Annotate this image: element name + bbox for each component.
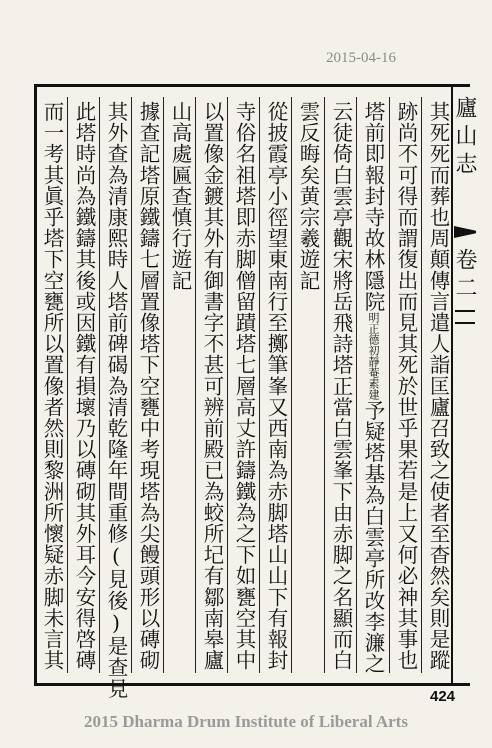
volume-label: 卷二 — [452, 248, 477, 304]
column-rule — [67, 97, 68, 673]
text-column-12: 此塔時尚為鐵鑄其後或因鐵有損壞乃以磚砌其外耳今安得啓磚 — [72, 101, 96, 671]
column-rule — [389, 97, 390, 673]
text-column-4: 云徒倚白雲亭觀宋將岳飛詩塔正當白雲峯下由赤脚之名顯而白 — [329, 101, 353, 671]
watermark-footer: 2015 Dharma Drum Institute of Liberal Arts — [84, 712, 408, 731]
page-number: 424 — [430, 688, 456, 705]
scan-date-stamp: 2015-04-16 — [326, 50, 396, 66]
column-rule — [163, 97, 164, 673]
text-column-3-main: 塔前即報封寺故林隱院 — [361, 101, 385, 312]
column-rule — [131, 97, 132, 673]
column-rule — [324, 97, 325, 673]
text-column-1: 其死死而葬也周顛傳言遣人詣匡廬召致之使者至杳然矣則是蹤 — [426, 101, 450, 671]
text-column-11-main: 其外查為清康熙時人塔前碑碣為清乾隆年間重修 — [104, 101, 128, 545]
text-column-3-note-b: 靜菴素建 — [367, 356, 380, 400]
column-rule — [291, 97, 292, 673]
book-title: 廬山志 — [452, 96, 477, 180]
text-column-9: 山高處匾查慎行遊記 — [168, 101, 192, 291]
text-column-11-tail: 是查見 — [104, 635, 128, 699]
text-column-7: 寺俗名祖塔即赤脚僧留蹟塔七層高丈許鑄鐵為之下如甕空其中 — [232, 101, 256, 671]
column-rule — [195, 97, 196, 673]
text-column-10: 據查記塔原鐵鑄七層置像塔下空甕中考現塔為尖饅頭形以磚砌 — [136, 101, 160, 671]
text-column-5: 雲反晦矣黄宗羲遊記 — [296, 101, 320, 291]
folio-mark — [455, 310, 475, 324]
text-column-8: 以置像金鍍其外有御書字不甚可辨前殿已為蛟所圮有鄒南皋廬 — [200, 101, 224, 671]
column-rule — [99, 97, 100, 673]
column-rule — [421, 97, 422, 673]
text-column-3 — [358, 101, 388, 674]
text-column-13: 而一考其眞乎塔下空甕所以置像者然則黎洲所懷疑赤脚未言其 — [40, 101, 64, 671]
text-column-2: 跡尚不可得而謂復出而見其死於世乎果若是上又何必神其事也 — [394, 101, 418, 671]
column-rule — [227, 97, 228, 673]
text-column-11-paren: (見後) — [104, 544, 128, 636]
text-column-6: 從披霞亭小徑望東南行至擲筆峯又西南為赤脚塔山山下有報封 — [264, 101, 288, 671]
text-column-3-note-a: 明正德初 — [367, 312, 380, 356]
column-rule — [259, 97, 260, 673]
column-rule — [356, 97, 357, 673]
text-column-3-tail: 予疑塔基為白雲亭所改李濂之 — [361, 400, 385, 675]
text-column-11 — [101, 101, 131, 699]
